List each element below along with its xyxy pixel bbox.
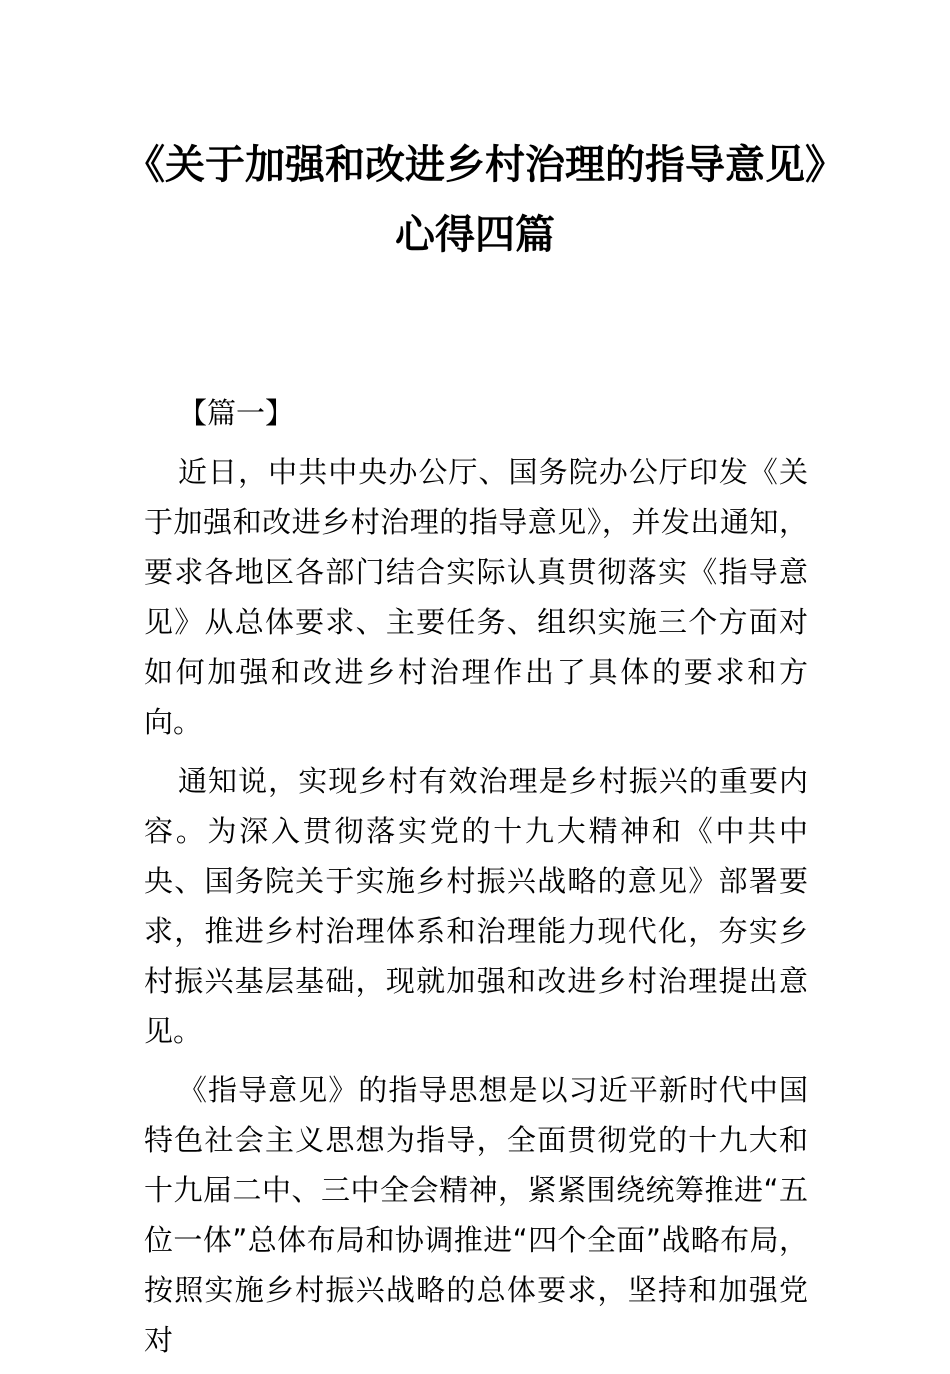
document-body: [144, 388, 808, 1374]
section-label: 【篇一】: [178, 396, 295, 430]
document-title: 《关于加强和改进乡村治理的指导意见》心得四篇: [125, 142, 825, 258]
paragraph-2: 通知说，实现乡村有效治理是乡村振兴的重要内容。为深入贯彻落实党的十九大精神和《中共中央、国务院关于实施乡村振兴战略的意见》部署要求，推进乡村治理体系和治理能力现代化，夯实乡村振兴基层基础，现就加强和改进乡村治理提出意见。: [144, 764, 808, 1048]
paragraph-3: 《指导意见》的指导思想是以习近平新时代中国特色社会主义思想为指导，全面贯彻党的十九大和十九届二中、三中全会精神，紧紧围绕统筹推进“五位一体”总体布局和协调推进“四个全面”战略布局，按照实施乡村振兴战略的总体要求，坚持和加强党对: [144, 1073, 808, 1357]
paragraph-1: 近日，中共中央办公厅、国务院办公厅印发《关于加强和改进乡村治理的指导意见》，并发出通知，要求各地区各部门结合实际认真贯彻落实《指导意见》从总体要求、主要任务、组织实施三个方面对如何加强和改进乡村治理作出了具体的要求和方向。: [144, 455, 808, 739]
